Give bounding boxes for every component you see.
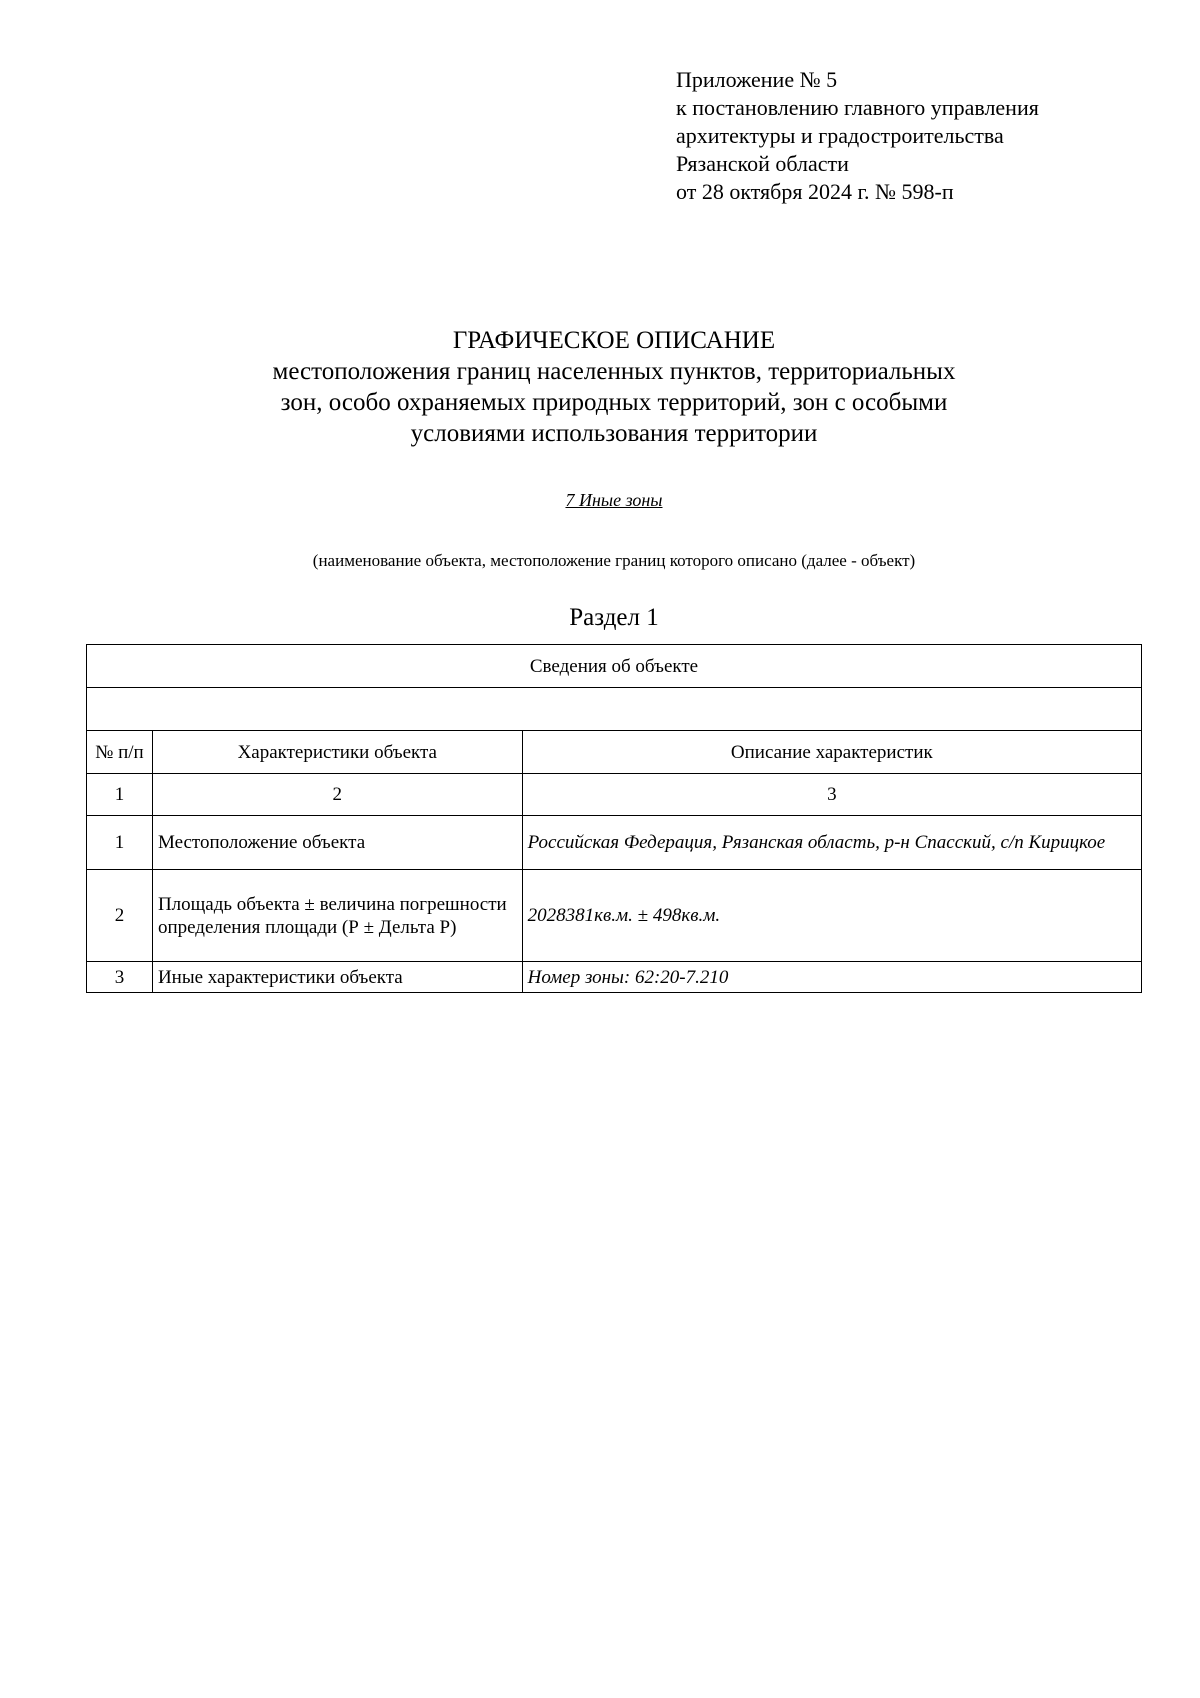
- column-number: 3: [522, 774, 1141, 816]
- table-row: [87, 816, 1142, 870]
- object-name-text: 7 Иные зоны: [565, 490, 663, 510]
- title-line: зон, особо охраняемых природных территорий, зон с особыми: [280, 389, 948, 416]
- appendix-line: к постановлению главного управления: [676, 95, 1039, 120]
- table-row: [87, 870, 1142, 962]
- table-caption: Сведения об объекте: [87, 645, 1142, 688]
- section-title: Раздел 1: [569, 604, 659, 631]
- column-number: 2: [152, 774, 522, 816]
- row-num: 2: [87, 870, 153, 962]
- table-empty-cell: [87, 688, 1142, 731]
- object-note: (наименование объекта, местоположение границ которого описано (далее - объект): [312, 551, 916, 570]
- object-name: [0, 490, 1200, 511]
- appendix-line: Рязанской области: [676, 151, 849, 176]
- document-title: [0, 325, 1200, 449]
- appendix-line: Приложение № 5: [676, 67, 838, 92]
- row-description: Российская Федерация, Рязанская область, р-н Спасский, с/п Кирицкое: [522, 816, 1141, 870]
- appendix-line: архитектуры и градостроительства: [676, 123, 1004, 148]
- title-main: ГРАФИЧЕСКОЕ ОПИСАНИЕ: [452, 327, 776, 354]
- appendix-header: [676, 66, 1039, 206]
- table-empty-row: [87, 688, 1142, 731]
- header-characteristic: Характеристики объекта: [152, 731, 522, 774]
- row-num: 1: [87, 816, 153, 870]
- table-row: [87, 962, 1142, 993]
- row-characteristic: Местоположение объекта: [152, 816, 522, 870]
- row-characteristic: Иные характеристики объекта: [152, 962, 522, 993]
- row-description: Номер зоны: 62:20-7.210: [522, 962, 1141, 993]
- appendix-line: от 28 октября 2024 г. № 598-п: [676, 179, 954, 204]
- table-header-row: [87, 731, 1142, 774]
- title-line: местоположения границ населенных пунктов, территориальных: [272, 358, 956, 385]
- column-number-row: [87, 774, 1142, 816]
- table-caption-row: [87, 645, 1142, 688]
- header-num: № п/п: [87, 731, 153, 774]
- header-description: Описание характеристик: [522, 731, 1141, 774]
- row-num: 3: [87, 962, 153, 993]
- column-number: 1: [87, 774, 153, 816]
- row-description: 2028381кв.м. ± 498кв.м.: [522, 870, 1141, 962]
- title-line: условиями использования территории: [410, 420, 818, 447]
- object-info-table: [86, 644, 1142, 993]
- row-characteristic: Площадь объекта ± величина погрешности определения площади (Р ± Дельта Р): [152, 870, 522, 962]
